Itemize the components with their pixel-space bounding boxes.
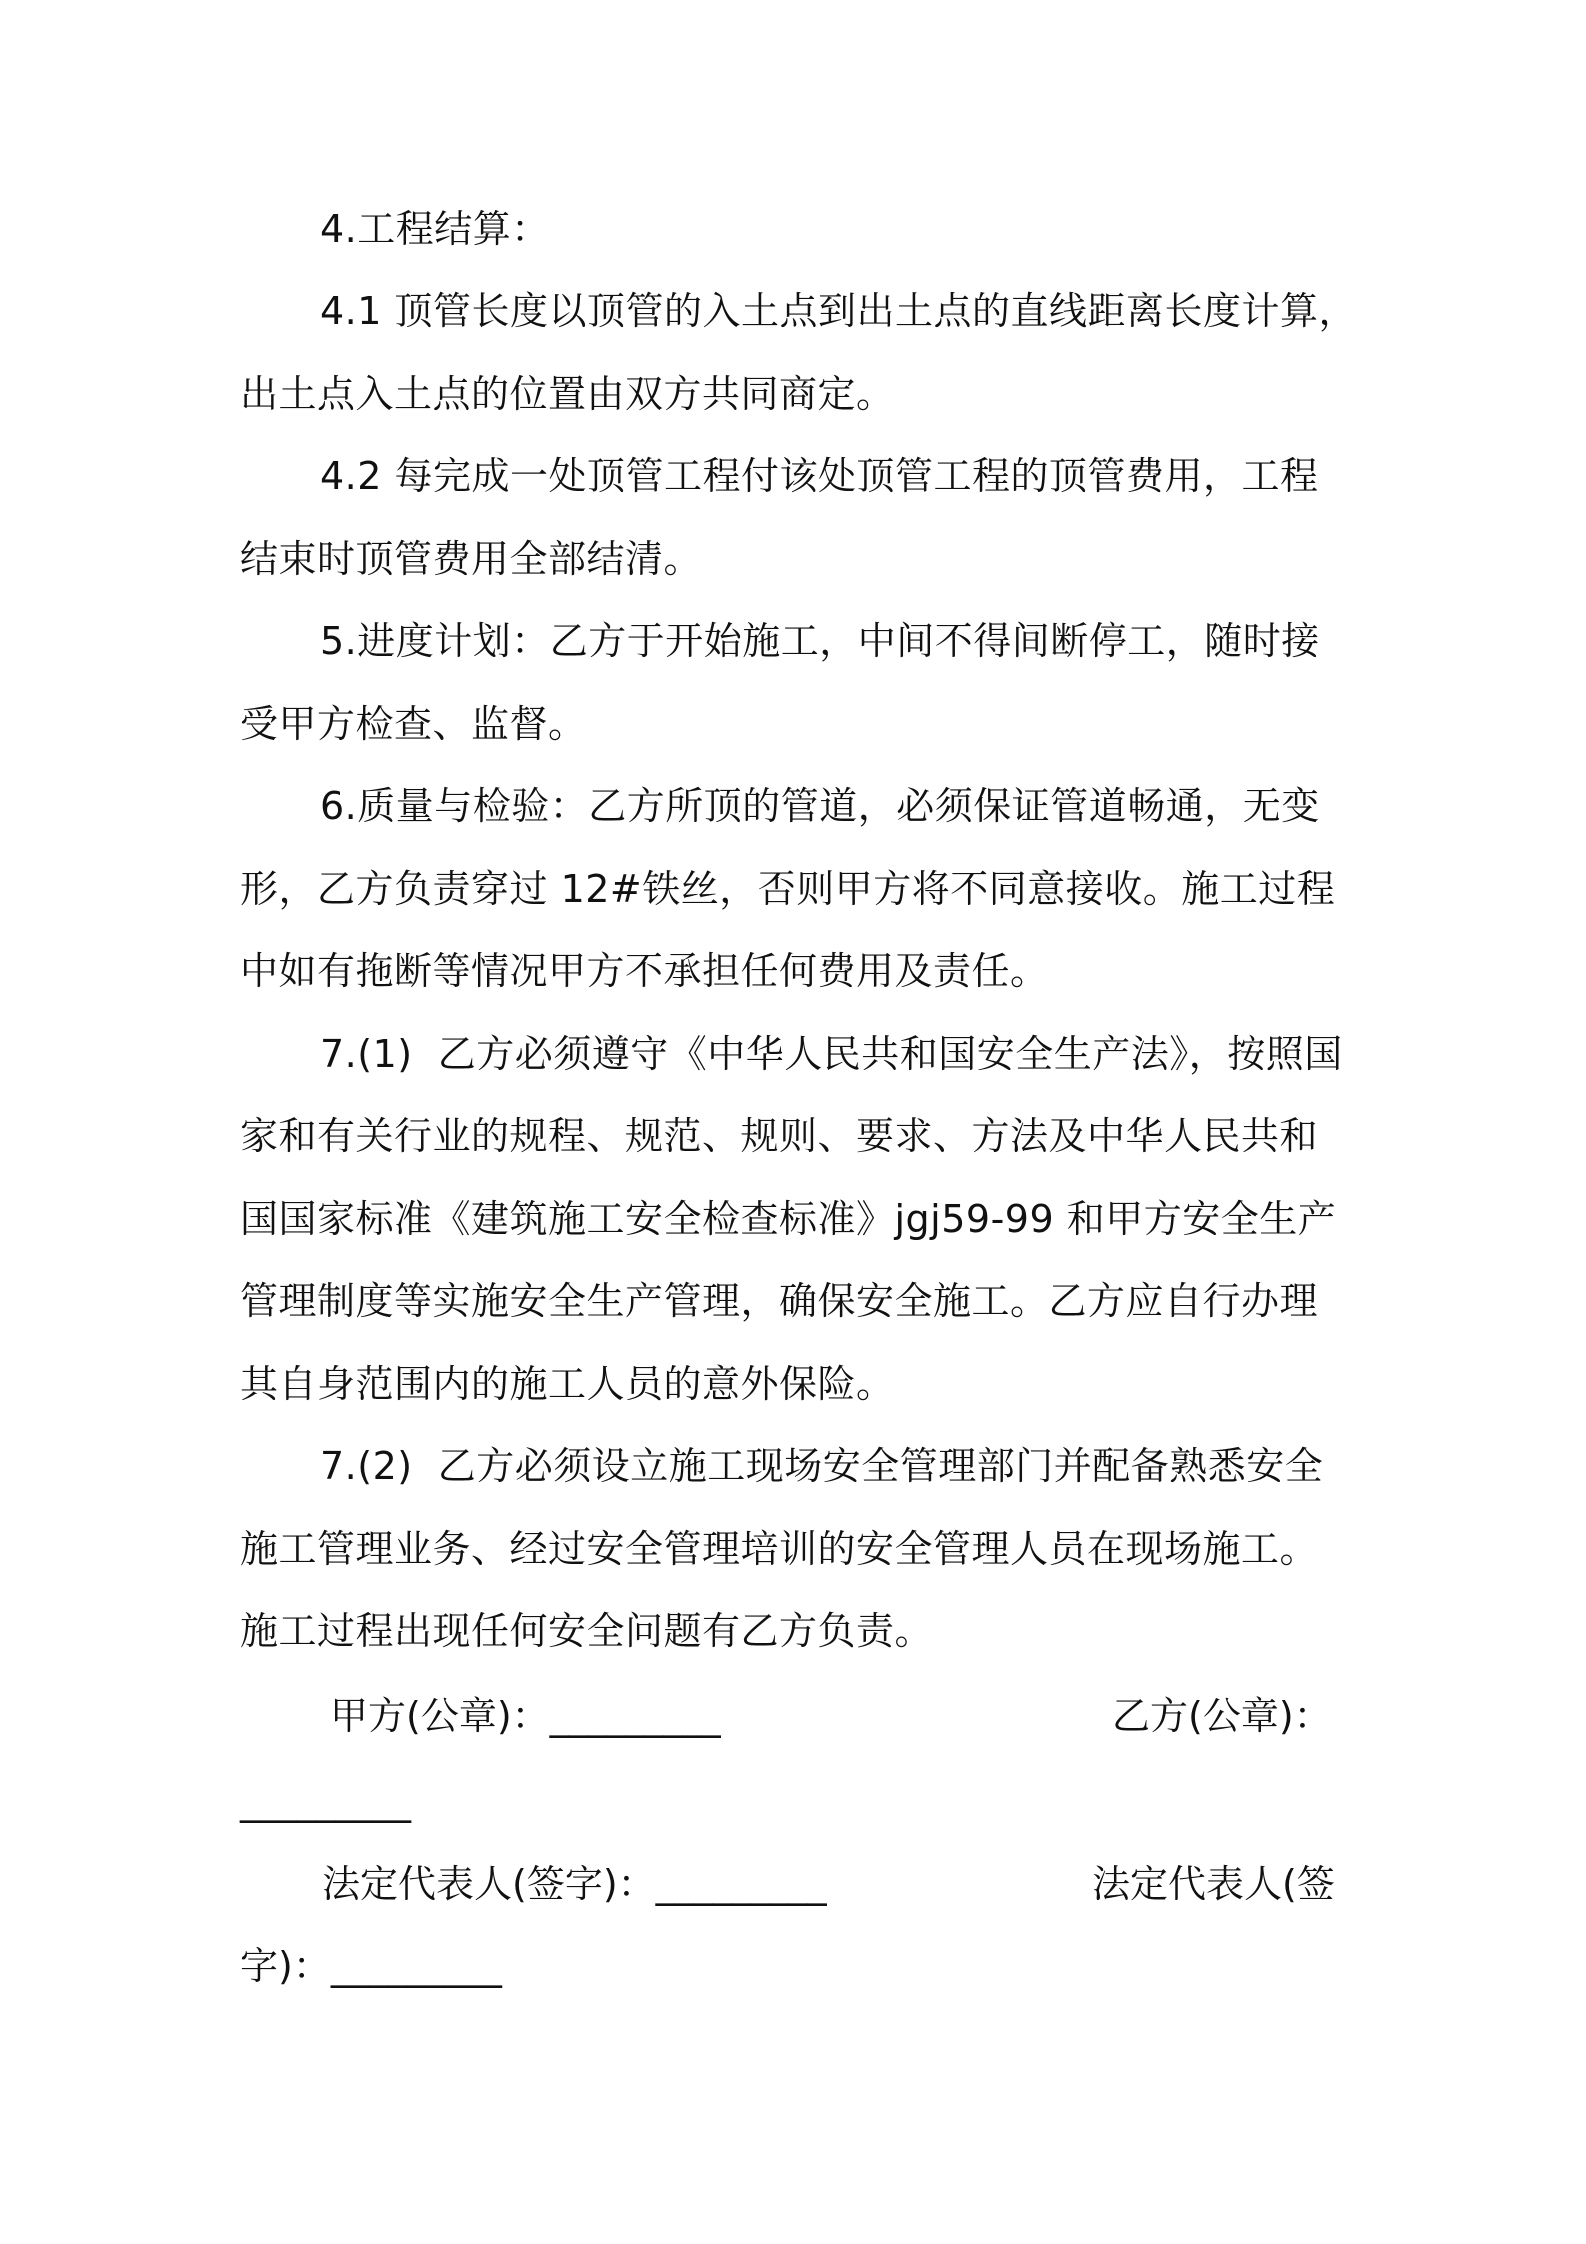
- party-a-representative-field: 法定代表人(签字)：_________: [322, 1862, 827, 1906]
- paragraph-line: 国国家标准《建筑施工安全检查标准》jgj59-99 和甲方安全生产: [240, 1197, 1337, 1241]
- paragraph-line: 施工过程出现任何安全问题有乙方负责。: [240, 1609, 934, 1653]
- party-b-seal-field: 乙方(公章)：: [1112, 1694, 1332, 1738]
- paragraph-line: 家和有关行业的规程、规范、规则、要求、方法及中华人民共和: [240, 1114, 1319, 1158]
- paragraph-line: 受甲方检查、监督。: [240, 702, 587, 746]
- section-heading: 4.工程结算：: [320, 207, 550, 251]
- paragraph-line: 7.(2) 乙方必须设立施工现场安全管理部门并配备熟悉安全: [320, 1444, 1324, 1488]
- party-b-representative-field: 法定代表人(签: [1092, 1862, 1335, 1906]
- party-b-representative-blank: 字)：_________: [240, 1944, 502, 1988]
- paragraph-line: 结束时顶管费用全部结清。: [240, 537, 703, 581]
- paragraph-line: 出土点入土点的位置由双方共同商定。: [240, 372, 895, 416]
- paragraph-line: 4.2 每完成一处顶管工程付该处顶管工程的顶管费用，工程: [320, 454, 1319, 498]
- party-a-seal-field: 甲方(公章)：_________: [330, 1694, 721, 1738]
- paragraph-line: 管理制度等实施安全生产管理，确保安全施工。乙方应自行办理: [240, 1279, 1319, 1323]
- paragraph-line: 施工管理业务、经过安全管理培训的安全管理人员在现场施工。: [240, 1527, 1319, 1571]
- paragraph-line: 中如有拖断等情况甲方不承担任何费用及责任。: [240, 949, 1049, 993]
- paragraph-line: 其自身范围内的施工人员的意外保险。: [240, 1362, 895, 1406]
- paragraph-line: 7.(1) 乙方必须遵守《中华人民共和国安全生产法》，按照国: [320, 1032, 1343, 1076]
- paragraph-line: 4.1 顶管长度以顶管的入土点到出土点的直线距离长度计算，: [320, 289, 1358, 333]
- paragraph-line: 5.进度计划：乙方于开始施工，中间不得间断停工，随时接: [320, 619, 1320, 663]
- party-b-seal-blank: _________: [240, 1779, 411, 1823]
- paragraph-line: 6.质量与检验：乙方所顶的管道，必须保证管道畅通，无变: [320, 784, 1320, 828]
- paragraph-line: 形，乙方负责穿过 12#铁丝，否则甲方将不同意接收。施工过程: [240, 867, 1336, 911]
